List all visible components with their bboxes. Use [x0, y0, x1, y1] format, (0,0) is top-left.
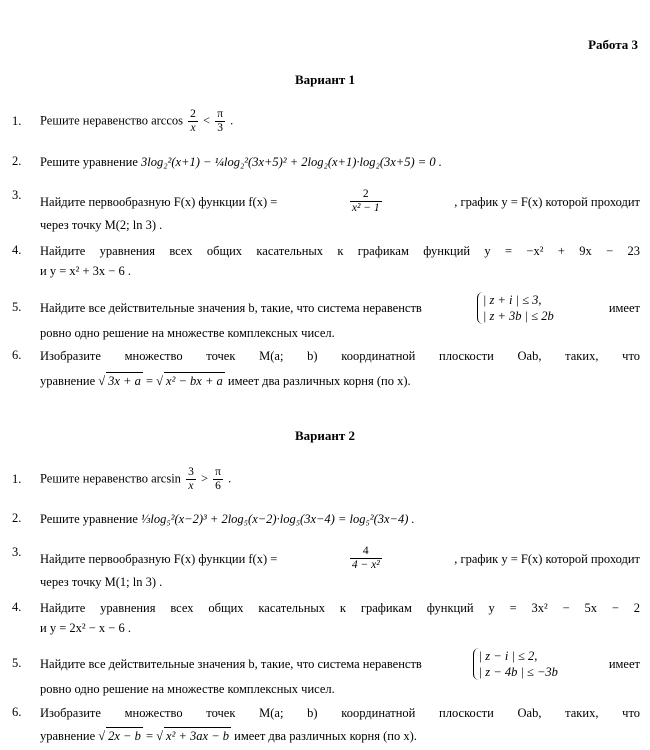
problem-text: Решите неравенство arcsin [40, 471, 181, 486]
problem-text: Решите неравенство arccos [40, 113, 184, 128]
numerator: π [215, 466, 221, 478]
problem-text: уравнение [40, 374, 96, 388]
denominator: 6 [215, 480, 221, 492]
problem-text-cont: имеет два различных корня (по x). [227, 374, 411, 388]
problem-text-cont: имеет два различных корня (по x). [234, 729, 417, 743]
problem-number: 5. [12, 656, 22, 670]
equals: = [145, 729, 154, 743]
equation: 3log₂²(x+1) − ¼log₂²(3x+5)² + 2log₂(x+1)·log₂(3x+5) = 0 . [141, 155, 442, 169]
problem-number: 4. [12, 600, 22, 614]
numerator: 2 [350, 188, 382, 202]
problem-number: 1. [12, 472, 22, 486]
radical-1: 3x + a [108, 374, 141, 388]
problem-number: 2. [12, 511, 22, 525]
inequality-1: | z − i | ≤ 2, [478, 649, 538, 663]
denominator: 3 [217, 122, 223, 134]
inequality-system [477, 292, 554, 324]
inequality-1: | z + i | ≤ 3, [482, 293, 542, 307]
problem-number: 3. [12, 545, 22, 559]
equation: ⅓log₅²(x−2)³ + 2log₅(x−2)·log₅(3x−4) = log₅²(3x−4) . [141, 512, 415, 526]
problem-text-cont: имеет [608, 300, 640, 315]
period: . [230, 113, 234, 128]
radical-2: x² + 3ax − b [166, 729, 230, 743]
problem-number: 2. [12, 154, 22, 168]
problem-line-1: Изобразите множество точек M(a; b) координатной плоскости Oab, таких, что [40, 706, 640, 720]
problem-text: Найдите первообразную F(x) функции f(x) = [40, 194, 278, 209]
denominator: x [188, 480, 194, 492]
denominator: 4 − x² [351, 559, 380, 571]
numerator: 3 [188, 466, 194, 478]
numerator: 4 [350, 545, 382, 559]
fraction [215, 108, 225, 135]
problem-number: 6. [12, 705, 22, 719]
equals: = [145, 374, 154, 388]
problem-text: Найдите все действительные значения b, такие, что система неравенств [40, 656, 422, 671]
problem-text: Решите уравнение [40, 512, 138, 526]
inequality-2: | z + 3b | ≤ 2b [482, 309, 554, 323]
problem-line-2: и y = 2x² − x − 6 . [40, 621, 131, 635]
radical-1: 2x − b [108, 729, 141, 743]
fraction [350, 545, 382, 572]
inequality-system [473, 648, 558, 680]
denominator: x² − 1 [351, 202, 380, 214]
fraction [213, 466, 223, 493]
inequality-2: | z − 4b | ≤ −3b [478, 665, 558, 679]
denominator: x [190, 122, 196, 134]
problem-text: Решите уравнение [40, 155, 138, 169]
problem-text: Найдите первообразную F(x) функции f(x) = [40, 551, 278, 566]
problem-number: 4. [12, 243, 22, 257]
numerator: 2 [190, 108, 196, 120]
fraction [186, 466, 196, 493]
problem-number: 1. [12, 114, 22, 128]
numerator: π [217, 108, 224, 120]
problem-number: 5. [12, 300, 22, 314]
relation: < [203, 113, 211, 128]
problem-line-2: через точку M(1; ln 3) . [40, 575, 163, 589]
problem-text: уравнение [40, 729, 96, 743]
problem-line-2: через точку M(2; ln 3) . [40, 218, 163, 232]
variant-2-title: Вариант 2 [294, 428, 356, 443]
period: . [228, 471, 232, 486]
problem-line-1: Изобразите множество точек M(a; b) координатной плоскости Oab, таких, что [40, 349, 640, 363]
problem-number: 6. [12, 348, 22, 362]
page-title: Работа 3 [588, 37, 638, 52]
variant-1-title: Вариант 1 [294, 72, 356, 87]
problem-number: 3. [12, 188, 22, 202]
problem-line-1: Найдите уравнения всех общих касательных к графикам функций y = 3x² − 5x − 2 [40, 601, 640, 615]
problem-text: Найдите все действительные значения b, такие, что система неравенств [40, 300, 422, 315]
fraction [188, 108, 198, 135]
problem-text-cont: , график y = F(x) которой проходит [454, 194, 640, 209]
problem-line-1: Найдите уравнения всех общих касательных к графикам функций y = −x² + 9x − 23 [40, 244, 640, 258]
fraction [350, 188, 382, 215]
problem-line-2: ровно одно решение на множестве комплексных чисел. [40, 326, 335, 340]
problem-line-2: ровно одно решение на множестве комплексных чисел. [40, 682, 335, 696]
problem-text-cont: , график y = F(x) которой проходит [454, 551, 640, 566]
relation: > [200, 471, 208, 486]
radical-2: x² − bx + a [166, 374, 223, 388]
problem-line-2: и y = x² + 3x − 6 . [40, 264, 131, 278]
problem-text-cont: имеет [608, 656, 640, 671]
